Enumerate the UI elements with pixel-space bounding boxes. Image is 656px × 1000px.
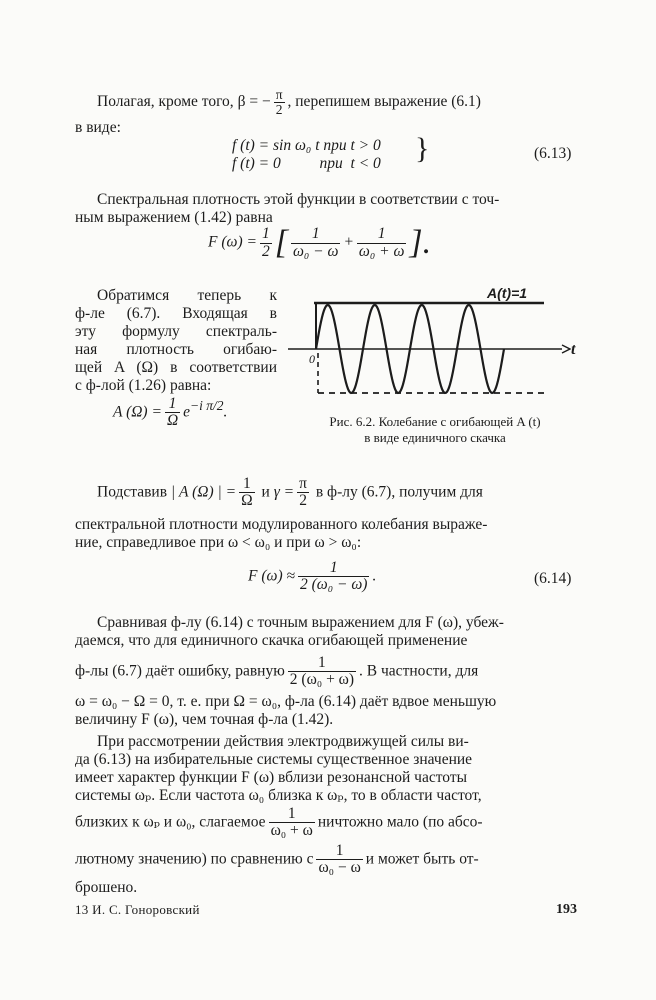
eq-6-13-brace: } — [415, 132, 430, 165]
p3-line3: ние, справедливое при ω < ω₀ и при ω > ω₀: — [75, 534, 362, 551]
left-col-line3: эту формулу спектраль- — [75, 323, 277, 340]
eq-6-14: F (ω) ≈ $\frac{1}{\text{2 (ω₀ − ω)}}$ . — [248, 559, 377, 594]
p5-line4: системы ωₚ. Если частота ω₀ близка к ωₚ, то в области частот, — [75, 787, 482, 804]
eq-F-omega: F (ω) = $\frac{1}{2}$ [ $\frac{1}{\text{ω₀ − ω}}$ + $\frac{1}{\text{ω₀ + ω}}$ ]. — [208, 224, 432, 261]
figure-caption-line1: Рис. 6.2. Колебание с огибающей A (t) — [329, 414, 541, 429]
page-number: 193 — [556, 902, 577, 917]
p3-line1: Подставив | A (Ω) | = $\frac{1}{\Omega}$ и γ = $\frac{\pi}{2}$ в ф-лу (6.7), получим для — [97, 475, 483, 510]
p4-line1: Сравнивая ф-лу (6.14) с точным выражением для F (ω), убеж- — [97, 614, 504, 631]
eq-6-13-line1: f (t) = sin ω₀ t при t > 0 — [232, 137, 381, 154]
left-col-line5: щей A (Ω) в соответствии — [75, 359, 277, 376]
fig-label-top: A(t)=1 — [487, 285, 528, 301]
p5-line1: При рассмотрении действия электродвижущей силы ви- — [97, 733, 469, 750]
p5-line6: лютному значению) по сравнению с $\frac{1}{\text{ω₀ − ω}}$ и может быть от- — [75, 842, 479, 877]
fig-label-origin: 0 — [309, 352, 315, 366]
p3-line2: спектральной плотности модулированного колебания выраже- — [75, 516, 488, 533]
figure-6-2 — [282, 283, 592, 408]
fig-label-axis: t — [571, 341, 576, 358]
p1-line1: Полагая, кроме того, β = − $\frac{\pi}{2}$ , перепишем выражение (6.1) — [97, 87, 481, 118]
p4-line2: даемся, что для единичного скачка огибающей применение — [75, 632, 468, 649]
p5-line3: имеет характер функции F (ω) вблизи резонансной частоты — [75, 769, 468, 786]
p4-line4: ω = ω₀ − Ω = 0, т. е. при Ω = ω₀, ф-ла (6.14) даёт вдвое меньшую — [75, 693, 497, 710]
left-col-line2: ф-ле (6.7). Входящая в — [75, 305, 277, 322]
p1-line2: в виде: — [75, 119, 121, 136]
p5-line5: близких к ωₚ и ω₀, слагаемое $\frac{1}{\text{ω₀ + ω}}$ ничтожно мало (по абсо- — [75, 805, 483, 840]
eq-A-omega: A (Ω) = $\frac{1}{\Omega}$ $e^{-i \pi/2}$. — [113, 395, 228, 430]
left-col-line6: с ф-лой (1.26) равна: — [75, 377, 212, 394]
p2-line2: ным выражением (1.42) равна — [75, 209, 273, 226]
eq-6-13-number: (6.13) — [534, 145, 572, 162]
p5-line2: да (6.13) на избирательные системы существенное значение — [75, 751, 473, 768]
p2-line1: Спектральная плотность этой функции в соответствии с точ- — [97, 191, 500, 208]
left-col-line1: Обратимся теперь к — [97, 287, 277, 304]
p5-line7: брошено. — [75, 879, 138, 896]
figure-caption-line2: в виде единичного скачка — [364, 430, 506, 445]
p4-line5: величину F (ω), чем точная ф-ла (1.42). — [75, 711, 334, 728]
eq-6-14-number: (6.14) — [534, 570, 572, 587]
p4-line3: ф-лы (6.7) даёт ошибку, равную $\frac{1}{\text{2 (ω₀ + ω)}}$ . В частности, для — [75, 654, 479, 689]
time-axis-arrow — [562, 345, 570, 353]
eq-6-13-line2: f (t) = 0 при t < 0 — [232, 155, 381, 172]
footer-signature: 13 И. С. Гоноровский — [75, 902, 200, 917]
left-col-line4: ная плотность огибаю- — [75, 341, 277, 358]
